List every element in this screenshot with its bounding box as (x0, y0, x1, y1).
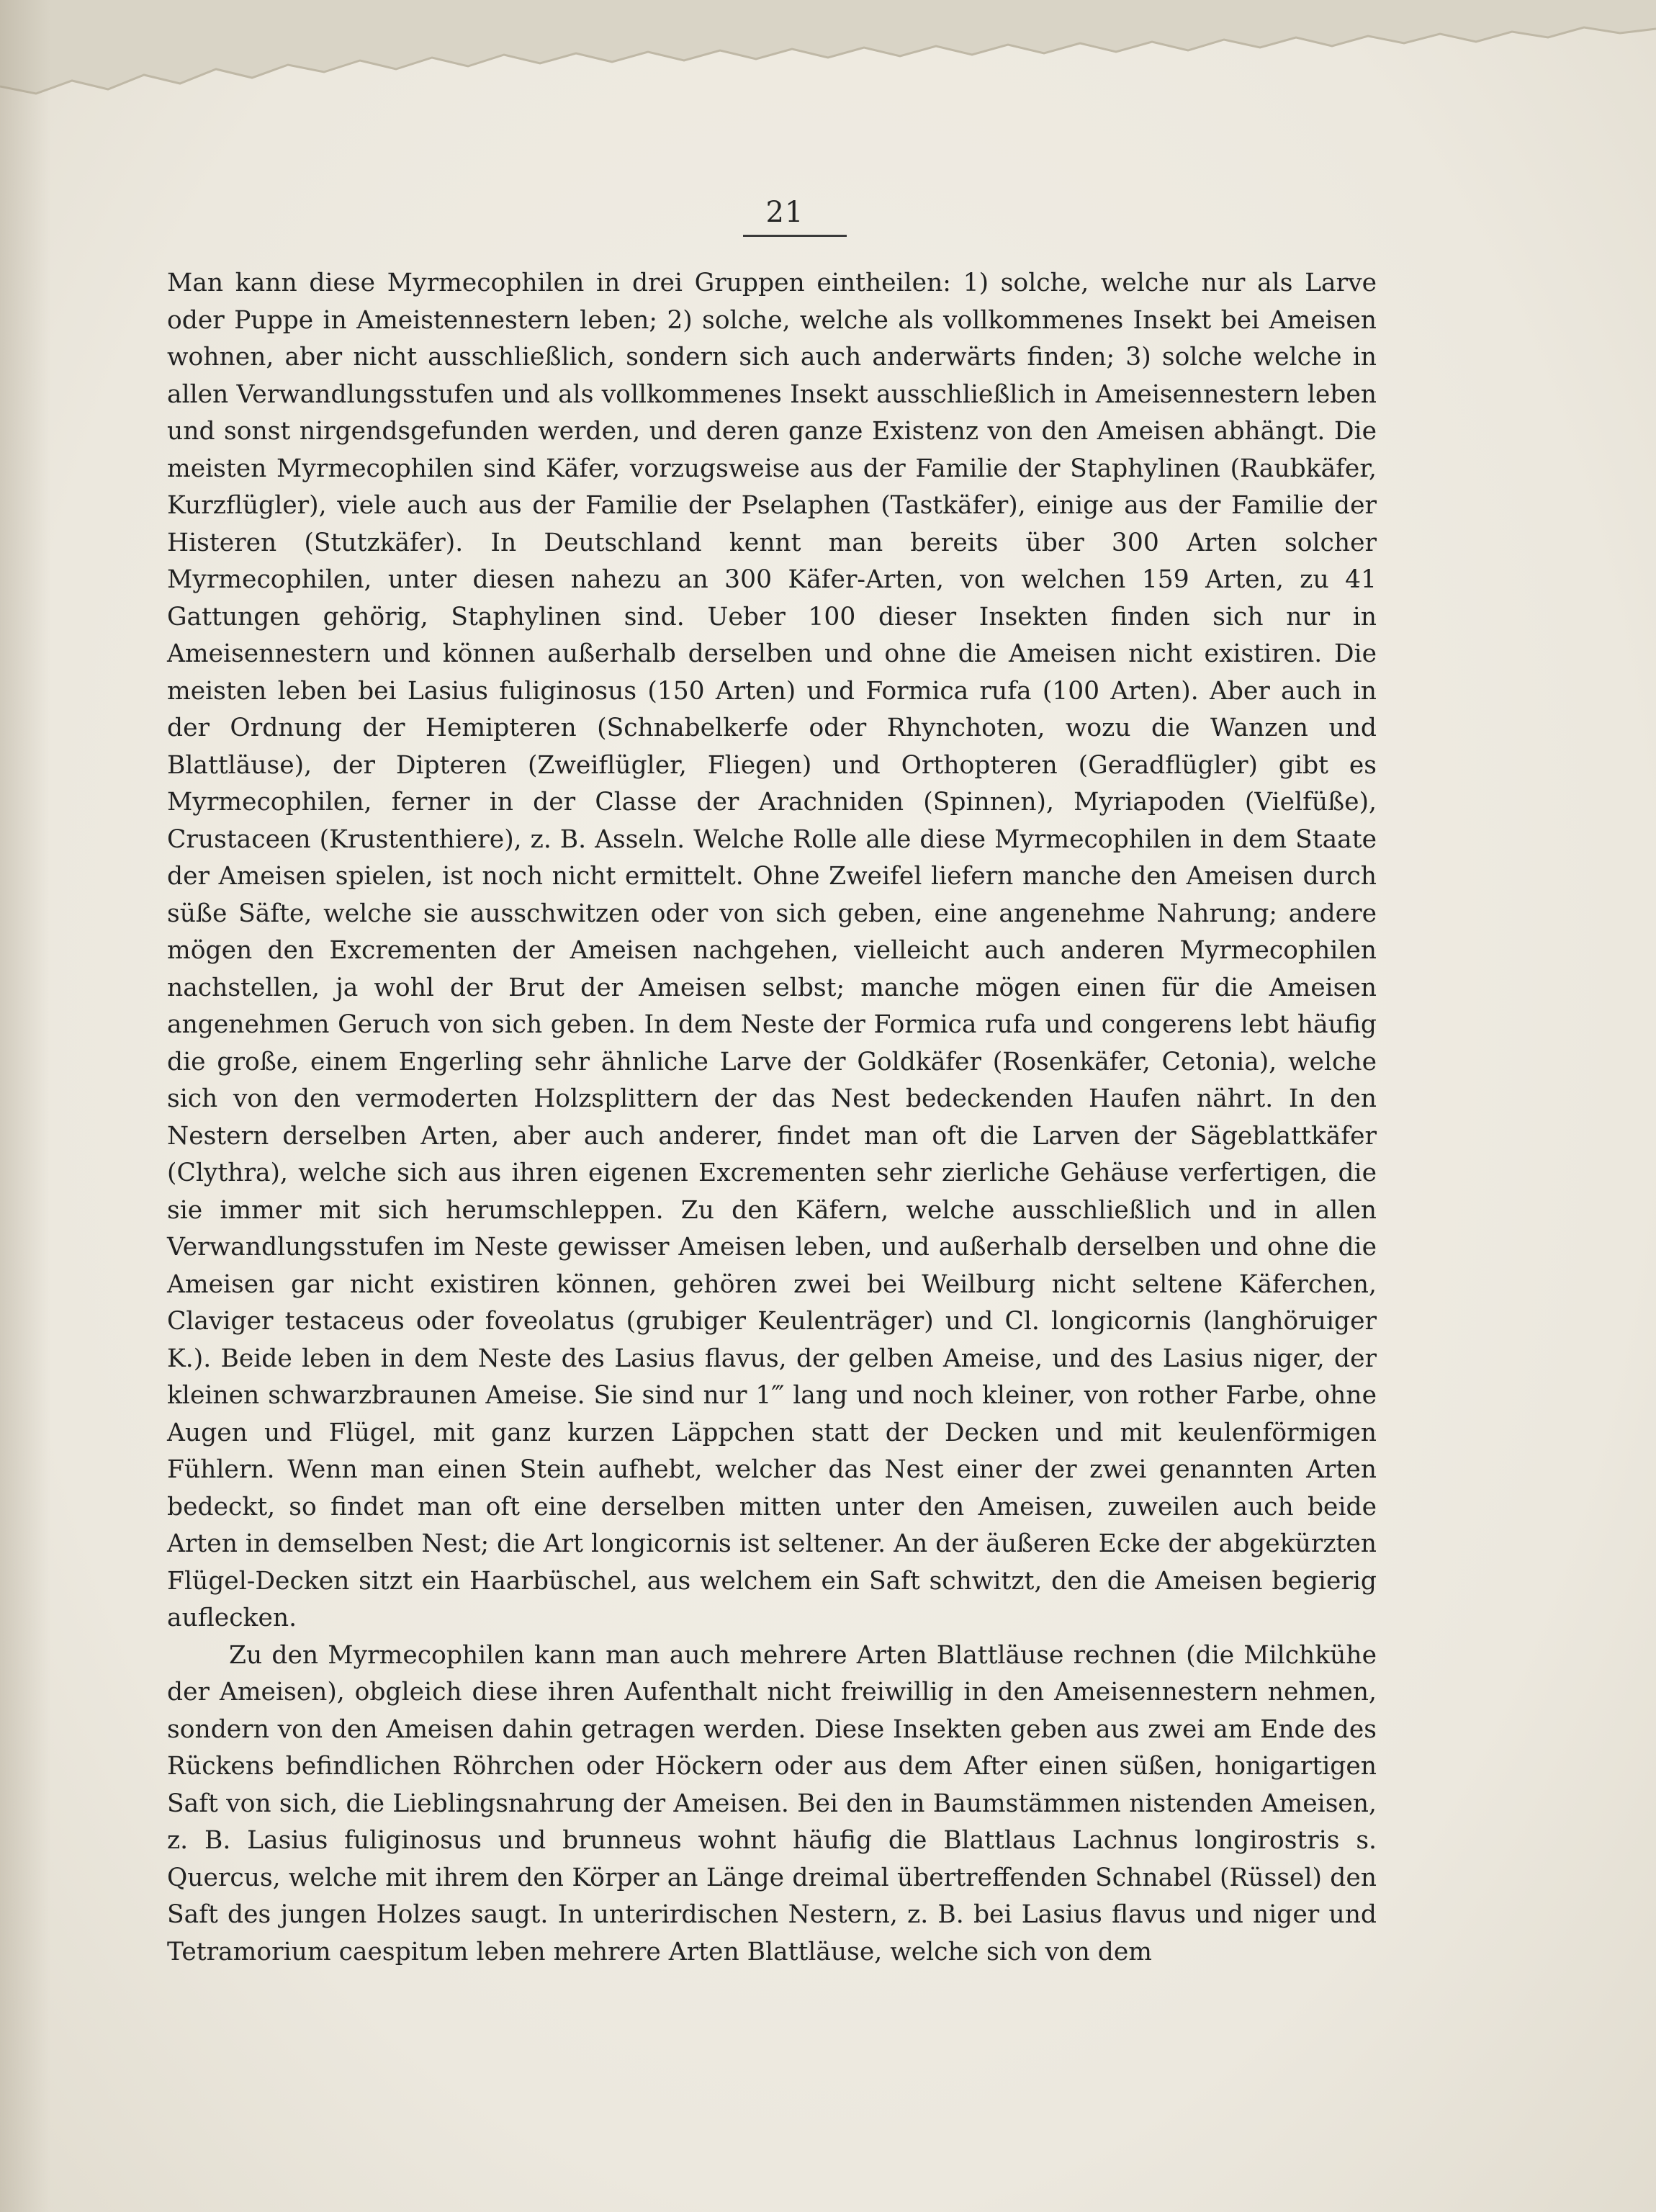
torn-top-edge (0, 0, 1656, 122)
page-number-rule (743, 235, 847, 237)
binding-shadow (0, 0, 50, 2212)
paragraph-1: Man kann diese Myrmecophilen in drei Gruppen eintheilen: 1) solche, welche nur als Larve oder Puppe in Ameistennestern leben; 2) solche, welche als vollkommenes Insekt bei Ameisen wohnen, aber nicht ausschließlich, sondern sich auch anderwärts finden; 3) solche welche in allen Verwandlungsstufen und als vollkommenes Insekt ausschließlich in Ameisennestern leben und sonst nirgendsgefunden werden, und deren ganze Existenz von den Ameisen abhängt. Die meisten Myrmecophilen sind Käfer, vorzugsweise aus der Familie der Staphylinen (Raubkäfer, Kurzflügler), viele auch aus der Familie der Pselaphen (Tastkäfer), einige aus der Familie der Histeren (Stutzkäfer). In Deutschland kennt man bereits über 300 Arten solcher Myrmecophilen, unter diesen nahezu an 300 Käfer-Arten, von welchen 159 Arten, zu 41 Gattungen gehörig, Staphylinen sind. Ueber 100 dieser Insekten finden sich nur in Ameisennestern und können außerhalb derselben und ohne die Ameisen nicht existiren. Die meisten leben bei Lasius fuliginosus (150 Arten) und Formica rufa (100 Arten). Aber auch in der Ordnung der Hemipteren (Schnabelkerfe oder Rhynchoten, wozu die Wanzen und Blattläuse), der Dipteren (Zweiflügler, Fliegen) und Orthopteren (Geradflügler) gibt es Myrmecophilen, ferner in der Classe der Arachniden (Spinnen), Myriapoden (Vielfüße), Crustaceen (Krustenthiere), z. B. Asseln. Welche Rolle alle diese Myrmecophilen in dem Staate der Ameisen spielen, ist noch nicht ermittelt. Ohne Zweifel liefern manche den Ameisen durch süße Säfte, welche sie ausschwitzen oder von sich geben, eine angenehme Nahrung; andere mögen den Excrementen der Ameisen nachgehen, vielleicht auch anderen Myrmecophilen nachstellen, ja wohl der Brut der Ameisen selbst; manche mögen einen für die Ameisen angenehmen Geruch von sich geben. In dem Neste der Formica rufa und congerens lebt häufig die große, einem Engerling sehr ähnliche Larve der Goldkäfer (Rosenkäfer, Cetonia), welche sich von den vermoderten Holzsplittern der das Nest bedeckenden Haufen nährt. In den Nestern derselben Arten, aber auch anderer, findet man oft die Larven der Sägeblattkäfer (Clythra), welche sich aus ihren eigenen Excrementen sehr zierliche Gehäuse verfertigen, die sie immer mit sich herumschleppen. Zu den Käfern, welche ausschließlich und in allen Verwandlungsstufen im Neste gewisser Ameisen leben, und außerhalb derselben und ohne die Ameisen gar nicht existiren können, gehören zwei bei Weilburg nicht seltene Käferchen, Claviger testaceus oder foveolatus (grubiger Keulenträger) und Cl. longicornis (langhöruiger K.). Beide leben in dem Neste des Lasius flavus, der gelben Ameise, und des Lasius niger, der kleinen schwarzbraunen Ameise. Sie sind nur 1‴ lang und noch kleiner, von rother Farbe, ohne Augen und Flügel, mit ganz kurzen Läppchen statt der Decken und mit keulenförmigen Fühlern. Wenn man einen Stein aufhebt, welcher das Nest einer der zwei genannten Arten bedeckt, so findet man oft eine derselben mitten unter den Ameisen, zuweilen auch beide Arten in demselben Nest; die Art longicornis ist seltener. An der äußeren Ecke der abgekürzten Flügel-Decken sitzt ein Haarbüschel, aus welchem ein Saft schwitzt, den die Ameisen begierig auflecken. (167, 269, 1377, 1632)
page-number: 21 (765, 196, 804, 229)
body-text (167, 265, 1377, 1971)
paragraph-2: Zu den Myrmecophilen kann man auch mehrere Arten Blattläuse rechnen (die Milchkühe der Ameisen), obgleich diese ihren Aufenthalt nicht freiwillig in den Ameisennestern nehmen, sondern von den Ameisen dahin getragen werden. Diese Insekten geben aus zwei am Ende des Rückens befindlichen Röhrchen oder Höckern oder aus dem After einen süßen, honigartigen Saft von sich, die Lieblingsnahrung der Ameisen. Bei den in Baumstämmen nistenden Ameisen, z. B. Lasius fuliginosus und brunneus wohnt häufig die Blattlaus Lachnus longirostris s. Quercus, welche mit ihrem den Körper an Länge dreimal übertreffenden Schnabel (Rüssel) den Saft des jungen Holzes saugt. In unterirdischen Nestern, z. B. bei Lasius flavus und niger und Tetramorium caespitum leben mehrere Arten Blattläuse, welche sich von dem (167, 1640, 1377, 1966)
